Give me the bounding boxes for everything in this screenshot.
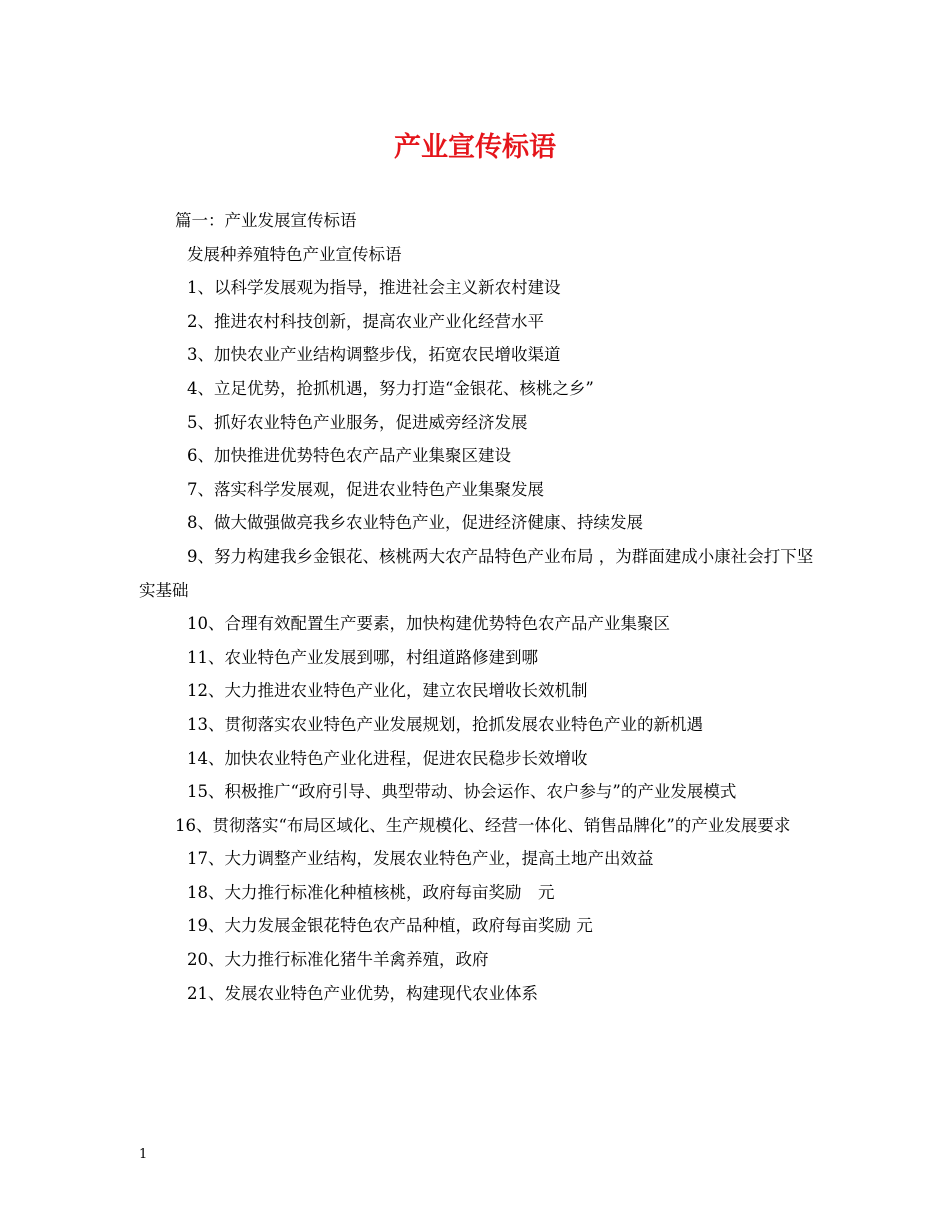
list-item: 20、大力推行标准化猪牛羊禽养殖，政府: [187, 950, 489, 970]
list-item: 15、积极推广“政府引导、典型带动、协会运作、农户参与”的产业发展模式: [187, 782, 737, 802]
list-item: 13、贯彻落实农业特色产业发展规划，抢抓发展农业特色产业的新机遇: [187, 714, 703, 734]
document-body: [139, 204, 819, 1010]
page-title: 产业宣传标语: [394, 132, 556, 163]
section-heading: 篇一：产业发展宣传标语: [175, 211, 357, 230]
list-item: 12、大力推进农业特色产业化，建立农民增收长效机制: [187, 681, 588, 701]
list-item: 10、合理有效配置生产要素，加快构建优势特色农产品产业集聚区: [187, 614, 670, 634]
list-item: 19、大力发展金银花特色农产品种植，政府每亩奖励 元: [187, 916, 593, 936]
list-item: 16、贯彻落实“布局区域化、生产规模化、经营一体化、销售品牌化”的产业发展要求: [175, 815, 791, 835]
list-item: 5、抓好农业特色产业服务，促进威旁经济发展: [187, 412, 528, 432]
list-item: 11、农业特色产业发展到哪，村组道路修建到哪: [187, 647, 538, 667]
list-item: 7、落实科学发展观，促进农业特色产业集聚发展: [187, 479, 544, 499]
page-number: 1: [139, 1147, 148, 1162]
subheading: 发展种养殖特色产业宣传标语: [187, 244, 402, 264]
list-item: 18、大力推行标准化种植核桃，政府每亩奖励 元: [187, 882, 555, 902]
list-item: 9、努力构建我乡金银花、核桃两大农产品特色产业布局 ，为群面建成小康社会打下坚实基础: [139, 546, 814, 600]
list-item: 6、加快推进优势特色农产品产业集聚区建设: [187, 446, 511, 466]
list-item: 2、推进农村科技创新，提高农业产业化经营水平: [187, 311, 544, 331]
list-item: 1、以科学发展观为指导，推进社会主义新农村建设: [187, 278, 561, 298]
list-item: 17、大力调整产业结构，发展农业特色产业，提高土地产出效益: [187, 849, 654, 869]
list-item: 3、加快农业产业结构调整步伐，拓宽农民增收渠道: [187, 345, 561, 365]
list-item: 21、发展农业特色产业优势，构建现代农业体系: [187, 983, 538, 1003]
list-item: 14、加快农业特色产业化进程，促进农民稳步长效增收: [187, 748, 588, 768]
list-item: 8、做大做强做亮我乡农业特色产业，促进经济健康、持续发展: [187, 513, 643, 533]
list-item: 4、立足优势，抢抓机遇，努力打造“金银花、核桃之乡”: [187, 378, 594, 398]
